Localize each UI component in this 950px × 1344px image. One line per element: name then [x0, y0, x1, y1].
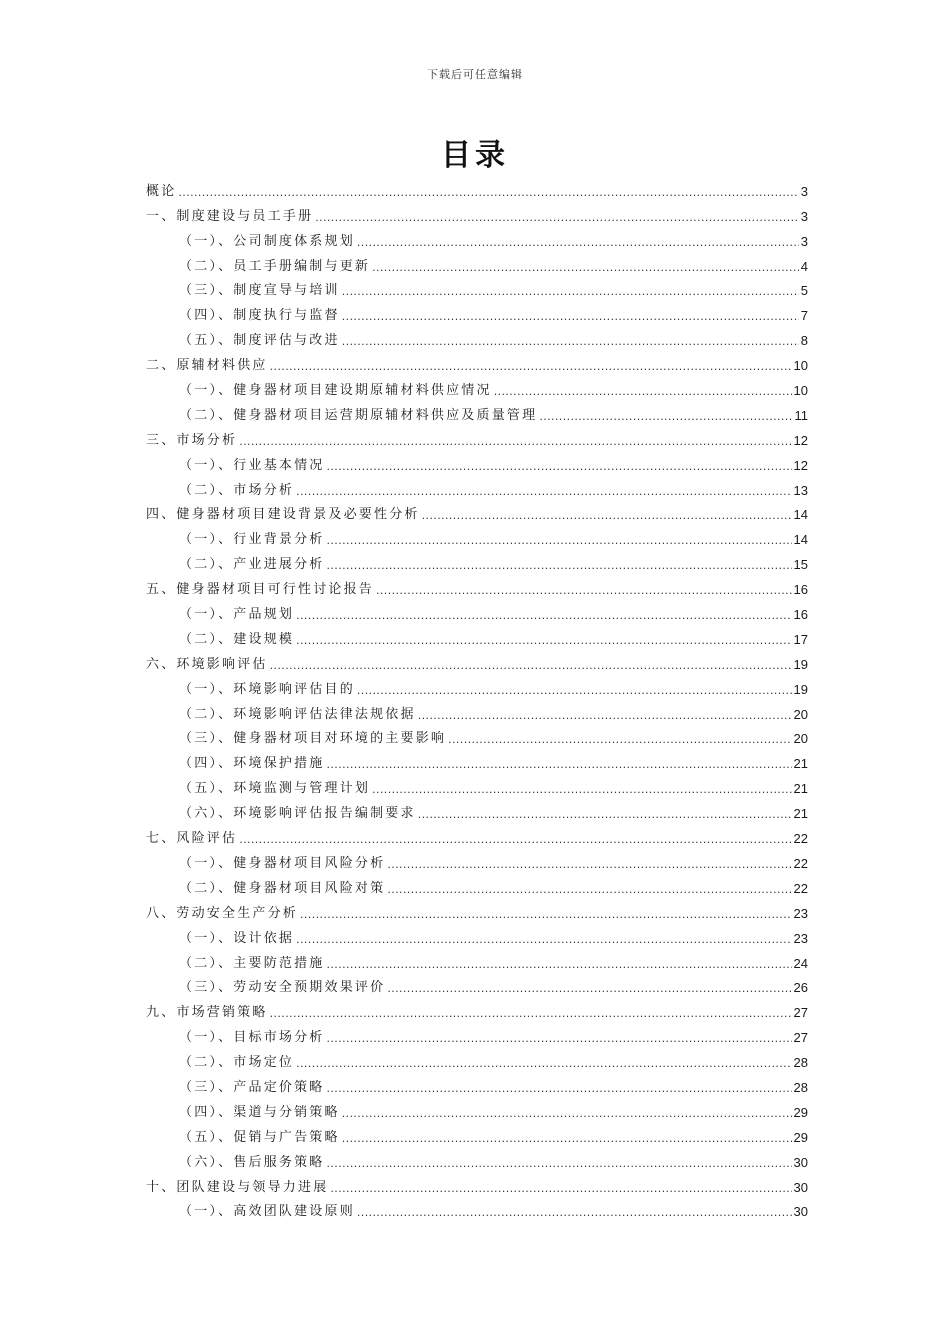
toc-entry-page-number: 28 — [793, 1079, 808, 1095]
toc-entry[interactable] — [146, 698, 808, 723]
toc-leader-dots — [296, 485, 791, 499]
toc-entry-label: （三）、劳动安全预期效果评价 — [179, 980, 386, 996]
toc-entry-label: 一、制度建设与员工手册 — [146, 208, 314, 224]
toc-leader-dots — [327, 958, 792, 972]
toc-entry[interactable] — [146, 399, 808, 424]
toc-leader-dots — [357, 236, 799, 250]
toc-leader-dots — [327, 1082, 792, 1096]
toc-entry-label: （二）、环境影响评估法律法规依据 — [179, 706, 416, 722]
toc-leader-dots — [372, 783, 791, 797]
toc-entry[interactable] — [146, 175, 808, 200]
toc-leader-dots — [342, 335, 799, 349]
toc-entry-label: （四）、环境保护措施 — [179, 756, 325, 772]
toc-leader-dots — [327, 460, 792, 474]
toc-entry-label: （二）、主要防范措施 — [179, 955, 325, 971]
toc-entry[interactable] — [146, 872, 808, 897]
toc-entry-label: 十、团队建设与领导力进展 — [146, 1179, 329, 1195]
toc-entry[interactable] — [146, 250, 808, 275]
toc-entry[interactable] — [146, 523, 808, 548]
toc-entry[interactable] — [146, 822, 808, 847]
toc-entry-page-number: 30 — [793, 1154, 808, 1170]
toc-leader-dots — [422, 509, 792, 523]
toc-leader-dots — [270, 659, 792, 673]
toc-entry-label: （二）、健身器材项目运营期原辅材料供应及质量管理 — [179, 407, 538, 423]
toc-entry-page-number: 21 — [793, 756, 808, 772]
toc-entry-label: （二）、产业进展分析 — [179, 557, 325, 573]
toc-leader-dots — [270, 360, 792, 374]
toc-entry[interactable] — [146, 598, 808, 623]
toc-entry[interactable] — [146, 772, 808, 797]
toc-entry-label: （六）、环境影响评估报告编制要求 — [179, 806, 416, 822]
toc-leader-dots — [372, 261, 799, 275]
toc-entry-label: 概论 — [146, 183, 177, 199]
toc-entry[interactable] — [146, 947, 808, 972]
toc-entry-page-number: 5 — [800, 283, 808, 299]
toc-entry-label: 七、风险评估 — [146, 831, 238, 847]
toc-leader-dots — [448, 733, 791, 747]
toc-leader-dots — [342, 285, 799, 299]
toc-entry-page-number: 13 — [793, 482, 808, 498]
toc-entry[interactable] — [146, 1121, 808, 1146]
toc-entry-label: 六、环境影响评估 — [146, 656, 268, 672]
toc-entry[interactable] — [146, 623, 808, 648]
toc-entry-label: （一）、行业基本情况 — [179, 457, 325, 473]
toc-entry[interactable] — [146, 1071, 808, 1096]
toc-leader-dots — [296, 634, 791, 648]
toc-entry[interactable] — [146, 1196, 808, 1221]
toc-entry-page-number: 20 — [793, 706, 808, 722]
toc-entry[interactable] — [146, 797, 808, 822]
toc-entry-label: （三）、制度宣导与培训 — [179, 283, 340, 299]
toc-entry-page-number: 28 — [793, 1055, 808, 1071]
toc-entry-label: （二）、健身器材项目风险对策 — [179, 880, 386, 896]
table-of-contents — [146, 175, 808, 1220]
toc-entry-page-number: 17 — [793, 631, 808, 647]
toc-entry-label: 八、劳动安全生产分析 — [146, 905, 299, 921]
toc-entry-page-number: 22 — [793, 831, 808, 847]
toc-entry-page-number: 14 — [793, 532, 808, 548]
toc-entry-label: 三、市场分析 — [146, 432, 238, 448]
toc-entry-page-number: 21 — [793, 806, 808, 822]
toc-entry[interactable] — [146, 499, 808, 524]
toc-entry[interactable] — [146, 374, 808, 399]
toc-entry[interactable] — [146, 723, 808, 748]
toc-leader-dots — [296, 933, 791, 947]
toc-leader-dots — [270, 1007, 792, 1021]
toc-entry[interactable] — [146, 299, 808, 324]
toc-entry-page-number: 3 — [800, 208, 808, 224]
toc-entry-label: 二、原辅材料供应 — [146, 358, 268, 374]
toc-entry-page-number: 29 — [793, 1129, 808, 1145]
toc-entry-label: （一）、设计依据 — [179, 930, 295, 946]
toc-entry[interactable] — [146, 275, 808, 300]
toc-entry[interactable] — [146, 847, 808, 872]
toc-entry[interactable] — [146, 897, 808, 922]
toc-entry-page-number: 30 — [793, 1204, 808, 1220]
toc-entry-page-number: 8 — [800, 333, 808, 349]
toc-entry-page-number: 27 — [793, 1030, 808, 1046]
toc-entry-label: （三）、产品定价策略 — [179, 1079, 325, 1095]
toc-entry-page-number: 12 — [793, 457, 808, 473]
toc-entry-page-number: 27 — [793, 1005, 808, 1021]
toc-entry-label: （一）、行业背景分析 — [179, 532, 325, 548]
toc-entry-label: （二）、员工手册编制与更新 — [179, 258, 371, 274]
toc-leader-dots — [315, 211, 799, 225]
toc-entry-label: （五）、环境监测与管理计划 — [179, 781, 371, 797]
toc-entry-page-number: 21 — [793, 781, 808, 797]
toc-entry-label: （二）、建设规模 — [179, 631, 295, 647]
toc-entry[interactable] — [146, 424, 808, 449]
toc-entry[interactable] — [146, 1021, 808, 1046]
toc-leader-dots — [342, 310, 799, 324]
toc-entry-page-number: 7 — [800, 308, 808, 324]
toc-entry-page-number: 23 — [793, 930, 808, 946]
toc-entry-label: （一）、目标市场分析 — [179, 1030, 325, 1046]
toc-entry-label: （一）、产品规划 — [179, 607, 295, 623]
toc-leader-dots — [327, 1157, 792, 1171]
toc-entry-label: （一）、健身器材项目建设期原辅材料供应情况 — [179, 383, 492, 399]
toc-entry-label: （五）、促销与广告策略 — [179, 1129, 340, 1145]
toc-leader-dots — [418, 709, 792, 723]
toc-leader-dots — [327, 559, 792, 573]
toc-entry-label: （一）、健身器材项目风险分析 — [179, 855, 386, 871]
toc-entry-label: （二）、市场分析 — [179, 482, 295, 498]
toc-entry[interactable] — [146, 673, 808, 698]
toc-entry[interactable] — [146, 747, 808, 772]
toc-entry-page-number: 19 — [793, 656, 808, 672]
toc-entry-page-number: 30 — [793, 1179, 808, 1195]
toc-leader-dots — [178, 186, 798, 200]
toc-entry-label: 四、健身器材项目建设背景及必要性分析 — [146, 507, 420, 523]
toc-entry-label: （三）、健身器材项目对环境的主要影响 — [179, 731, 447, 747]
toc-entry-page-number: 14 — [793, 507, 808, 523]
toc-entry[interactable] — [146, 225, 808, 250]
toc-leader-dots — [342, 1132, 792, 1146]
toc-entry-page-number: 20 — [793, 731, 808, 747]
toc-entry[interactable] — [146, 324, 808, 349]
toc-entry-page-number: 11 — [794, 407, 808, 423]
toc-entry[interactable] — [146, 349, 808, 374]
toc-leader-dots — [418, 808, 792, 822]
toc-leader-dots — [327, 1032, 792, 1046]
toc-entry-page-number: 10 — [793, 383, 808, 399]
toc-entry-page-number: 16 — [793, 582, 808, 598]
toc-entry-label: （四）、渠道与分销策略 — [179, 1104, 340, 1120]
toc-entry[interactable] — [146, 922, 808, 947]
toc-leader-dots — [327, 758, 792, 772]
toc-entry-page-number: 15 — [793, 557, 808, 573]
toc-entry-page-number: 19 — [793, 681, 808, 697]
toc-entry[interactable] — [146, 648, 808, 673]
toc-leader-dots — [296, 1057, 791, 1071]
toc-entry-label: 五、健身器材项目可行性讨论报告 — [146, 582, 375, 598]
toc-entry-page-number: 3 — [800, 183, 808, 199]
toc-entry-label: 九、市场营销策略 — [146, 1005, 268, 1021]
toc-entry[interactable] — [146, 200, 808, 225]
toc-leader-dots — [327, 534, 792, 548]
toc-entry-page-number: 12 — [793, 432, 808, 448]
toc-leader-dots — [300, 908, 792, 922]
toc-entry-label: （一）、高效团队建设原则 — [179, 1204, 355, 1220]
toc-entry-label: （二）、市场定位 — [179, 1055, 295, 1071]
toc-leader-dots — [239, 435, 791, 449]
toc-entry[interactable] — [146, 449, 808, 474]
toc-entry-page-number: 22 — [793, 880, 808, 896]
toc-leader-dots — [494, 385, 792, 399]
toc-entry[interactable] — [146, 548, 808, 573]
toc-entry[interactable] — [146, 1146, 808, 1171]
toc-entry[interactable] — [146, 996, 808, 1021]
toc-entry-label: （一）、公司制度体系规划 — [179, 233, 355, 249]
toc-entry-page-number: 29 — [793, 1104, 808, 1120]
toc-entry-page-number: 4 — [800, 258, 808, 274]
toc-entry-page-number: 16 — [793, 607, 808, 623]
toc-entry[interactable] — [146, 1171, 808, 1196]
toc-leader-dots — [239, 833, 791, 847]
page-header: 下载后可任意编辑 — [427, 68, 523, 81]
toc-entry-page-number: 3 — [800, 233, 808, 249]
toc-leader-dots — [357, 684, 792, 698]
toc-entry-page-number: 10 — [793, 358, 808, 374]
toc-entry[interactable] — [146, 1096, 808, 1121]
toc-title: 目录 — [441, 138, 509, 173]
toc-leader-dots — [296, 609, 791, 623]
toc-entry[interactable] — [146, 474, 808, 499]
toc-entry-label: （六）、售后服务策略 — [179, 1154, 325, 1170]
toc-entry-label: （一）、环境影响评估目的 — [179, 681, 355, 697]
toc-entry[interactable] — [146, 573, 808, 598]
toc-leader-dots — [342, 1107, 792, 1121]
toc-entry-label: （四）、制度执行与监督 — [179, 308, 340, 324]
toc-leader-dots — [357, 1206, 792, 1220]
toc-leader-dots — [387, 982, 791, 996]
toc-entry-page-number: 26 — [793, 980, 808, 996]
toc-entry[interactable] — [146, 1046, 808, 1071]
toc-entry-page-number: 24 — [793, 955, 808, 971]
toc-entry-label: （五）、制度评估与改进 — [179, 333, 340, 349]
toc-leader-dots — [376, 584, 792, 598]
toc-entry-page-number: 22 — [793, 855, 808, 871]
toc-entry-page-number: 23 — [793, 905, 808, 921]
toc-leader-dots — [330, 1182, 791, 1196]
toc-entry[interactable] — [146, 972, 808, 997]
toc-leader-dots — [539, 410, 792, 424]
toc-leader-dots — [387, 883, 791, 897]
toc-leader-dots — [387, 858, 791, 872]
